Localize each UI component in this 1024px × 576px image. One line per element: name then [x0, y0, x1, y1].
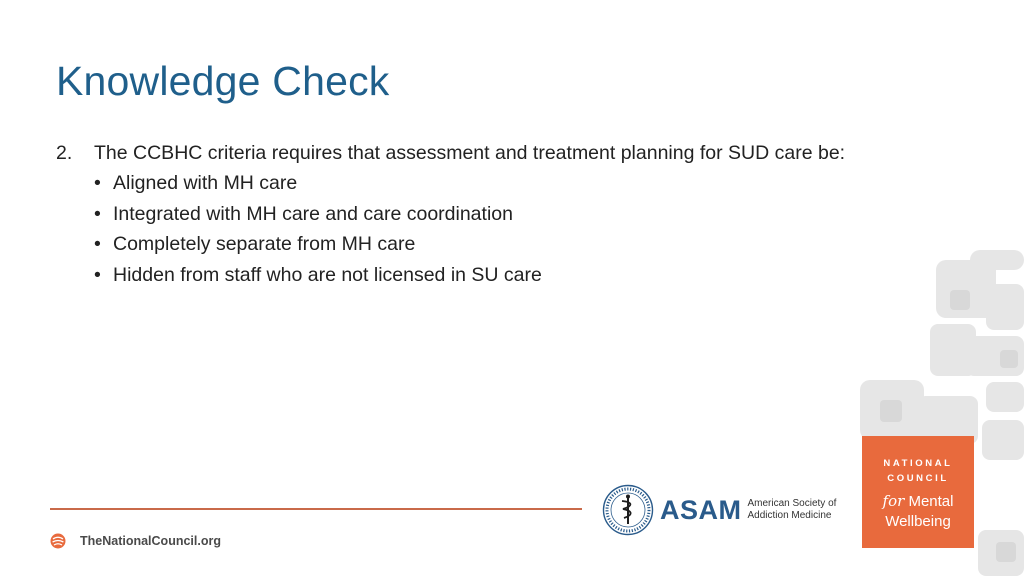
nc-logo-mental: Mental: [908, 493, 954, 510]
question-stem: [56, 138, 936, 168]
question-number: 2.: [56, 142, 73, 164]
footer: [50, 533, 221, 549]
bullet-icon: •: [94, 172, 101, 194]
bullet-icon: •: [94, 233, 101, 255]
answer-option: [94, 168, 936, 199]
question-block: [56, 138, 936, 290]
answer-options: [56, 168, 936, 290]
answer-option-text: Aligned with MH care: [113, 172, 298, 194]
nc-logo-line1: NATIONAL: [883, 458, 953, 469]
answer-option: [94, 229, 936, 260]
question-text: The CCBHC criteria requires that assessment and treatment planning for SUD care be:: [94, 142, 846, 164]
footer-website[interactable]: TheNationalCouncil.org: [80, 534, 221, 548]
answer-option-text: Completely separate from MH care: [113, 233, 416, 255]
nc-logo-line3: [862, 491, 974, 512]
asam-logo: [602, 484, 836, 536]
bullet-icon: •: [94, 202, 101, 225]
answer-option: [94, 260, 936, 291]
asam-name-line2: Addiction Medicine: [747, 510, 832, 521]
nc-logo-line2: COUNCIL: [887, 473, 949, 484]
answer-option-text: Hidden from staff who are not licensed in SU care: [113, 263, 542, 286]
national-council-globe-icon: [50, 533, 66, 549]
answer-option-text: Integrated with MH care and care coordination: [113, 202, 513, 225]
answer-option: [94, 199, 936, 230]
asam-full-name: [748, 498, 837, 522]
national-council-logo: [862, 436, 974, 548]
nc-logo-for: for: [882, 492, 905, 510]
asam-seal-icon: [602, 484, 654, 536]
slide-title: Knowledge Check: [56, 58, 390, 104]
asam-wordmark: ASAM: [660, 494, 742, 525]
bullet-icon: •: [94, 263, 101, 286]
asam-name-line1: American Society of: [747, 498, 837, 509]
footer-divider: [50, 508, 582, 510]
nc-logo-line4: Wellbeing: [885, 513, 951, 530]
